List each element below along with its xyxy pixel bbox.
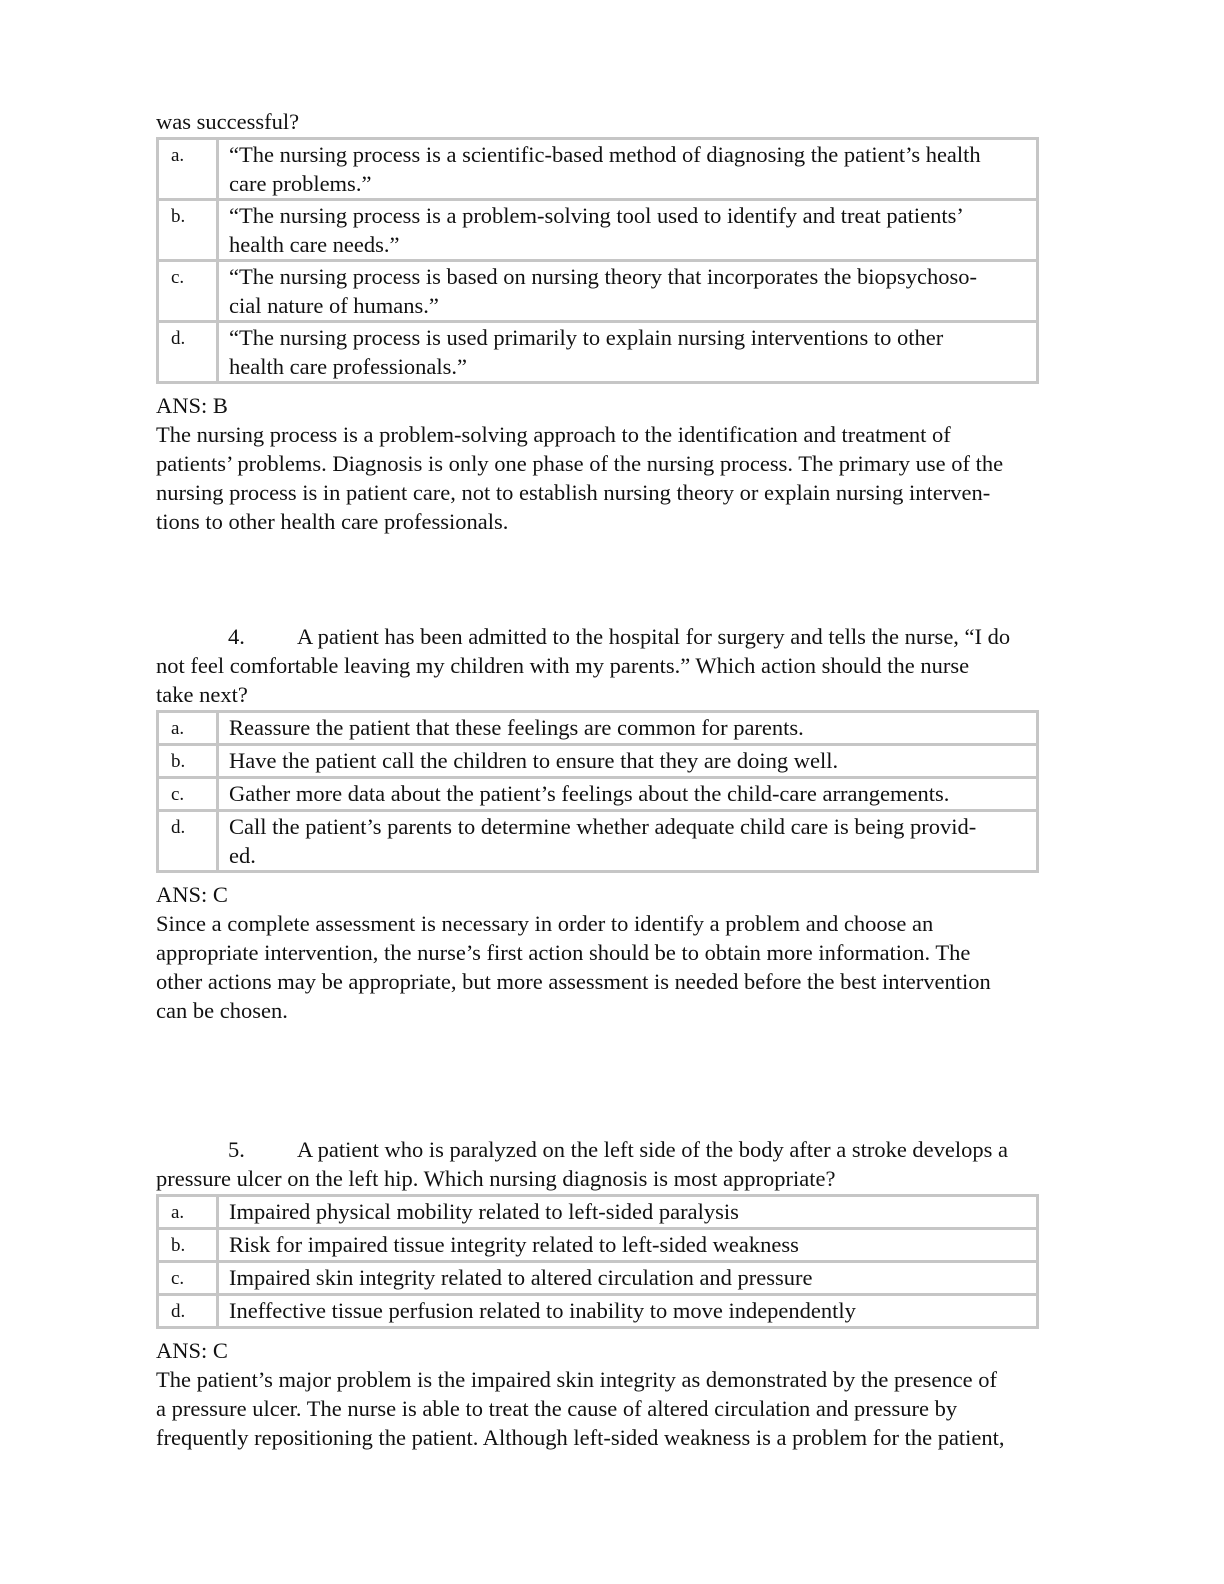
rationale-line: The patient’s major problem is the impaired skin integrity as demonstrated by the presence of [156,1367,998,1392]
option-text-line: Ineffective tissue perfusion related to inability to move independently [229,1298,856,1323]
option-letter: c. [158,261,218,322]
rationale-line: The nursing process is a problem-solving approach to the identification and treatment of [156,422,951,447]
option-text-line: “The nursing process is a scientific-based method of diagnosing the patient’s health [229,142,981,167]
question-5-stem-text: A patient who is paralyzed on the left side of the body after a stroke develops a [297,1137,1009,1162]
rationale-line: a pressure ulcer. The nurse is able to treat the cause of altered circulation and pressure by [156,1396,958,1421]
question-3-rationale [156,420,1056,536]
option-text [218,745,1038,778]
option-letter: c. [158,778,218,811]
option-row [158,200,1038,261]
option-letter: a. [158,1196,218,1229]
option-letter: d. [158,1295,218,1328]
option-text-line: care problems.” [229,171,372,196]
question-3-stem-tail: was successful? [156,109,300,134]
option-text-line: “The nursing process is used primarily to explain nursing interventions to other [229,325,944,350]
rationale-line: tions to other health care professionals. [156,509,509,534]
option-text [218,1196,1038,1229]
question-4-options [156,710,1039,873]
question-4-answer: ANS: C [156,882,228,907]
option-row [158,811,1038,872]
rationale-line: other actions may be appropriate, but more assessment is needed before the best intervention [156,969,991,994]
option-row [158,1229,1038,1262]
option-row [158,322,1038,383]
option-row [158,261,1038,322]
option-row [158,712,1038,745]
option-text-line: “The nursing process is based on nursing theory that incorporates the biopsychoso- [229,264,977,289]
option-letter: d. [158,811,218,872]
option-text-line: ed. [229,843,256,868]
option-row [158,1295,1038,1328]
option-text [218,322,1038,383]
rationale-line: nursing process is in patient care, not to establish nursing theory or explain nursing interven- [156,480,991,505]
option-text [218,261,1038,322]
question-4-stem-text: A patient has been admitted to the hospital for surgery and tells the nurse, “I do [297,624,1011,649]
document-page [156,107,1056,1452]
option-row [158,1196,1038,1229]
question-5-stem-first-line [156,1135,1056,1164]
option-letter: b. [158,200,218,261]
option-text-line: Impaired skin integrity related to altered circulation and pressure [229,1265,813,1290]
option-text [218,1262,1038,1295]
option-text-line: Risk for impaired tissue integrity related to left-sided weakness [229,1232,799,1257]
rationale-line: patients’ problems. Diagnosis is only one phase of the nursing process. The primary use of the [156,451,1004,476]
option-text [218,1295,1038,1328]
question-4-rationale [156,909,1056,1025]
question-5-stem-line: pressure ulcer on the left hip. Which nursing diagnosis is most appropriate? [156,1166,836,1191]
option-text-line: Impaired physical mobility related to left-sided paralysis [229,1199,739,1224]
question-3-answer: ANS: B [156,393,228,418]
question-5-rationale [156,1365,1056,1452]
option-row [158,778,1038,811]
option-letter: b. [158,745,218,778]
option-letter: a. [158,139,218,200]
rationale-line: frequently repositioning the patient. Although left-sided weakness is a problem for the patient, [156,1425,1005,1450]
question-4-stem-first-line [156,622,1056,651]
option-row [158,745,1038,778]
option-text [218,200,1038,261]
question-4-stem-line: take next? [156,682,248,707]
rationale-line: can be chosen. [156,998,288,1023]
option-letter: a. [158,712,218,745]
option-text [218,1229,1038,1262]
option-text-line: Call the patient’s parents to determine whether adequate child care is being provid- [229,814,977,839]
option-letter: b. [158,1229,218,1262]
option-row [158,139,1038,200]
question-5-number: 5. [228,1137,245,1162]
question-4-number: 4. [228,624,245,649]
option-text-line: Have the patient call the children to ensure that they are doing well. [229,748,839,773]
option-text-line: cial nature of humans.” [229,293,439,318]
option-text [218,712,1038,745]
option-text-line: “The nursing process is a problem-solving tool used to identify and treat patients’ [229,203,964,228]
option-letter: d. [158,322,218,383]
spacer [156,536,1056,622]
question-3-options [156,137,1039,384]
spacer [156,1025,1056,1135]
option-text-line: Reassure the patient that these feelings are common for parents. [229,715,804,740]
question-5-options [156,1194,1039,1329]
option-row [158,1262,1038,1295]
option-text [218,778,1038,811]
option-text-line: health care needs.” [229,232,400,257]
rationale-line: appropriate intervention, the nurse’s first action should be to obtain more information. The [156,940,971,965]
option-text-line: Gather more data about the patient’s feelings about the child-care arrangements. [229,781,950,806]
option-text [218,811,1038,872]
option-text [218,139,1038,200]
question-4-stem-line: not feel comfortable leaving my children with my parents.” Which action should the nurse [156,653,970,678]
question-5-answer: ANS: C [156,1338,228,1363]
option-text-line: health care professionals.” [229,354,468,379]
rationale-line: Since a complete assessment is necessary in order to identify a problem and choose an [156,911,934,936]
option-letter: c. [158,1262,218,1295]
